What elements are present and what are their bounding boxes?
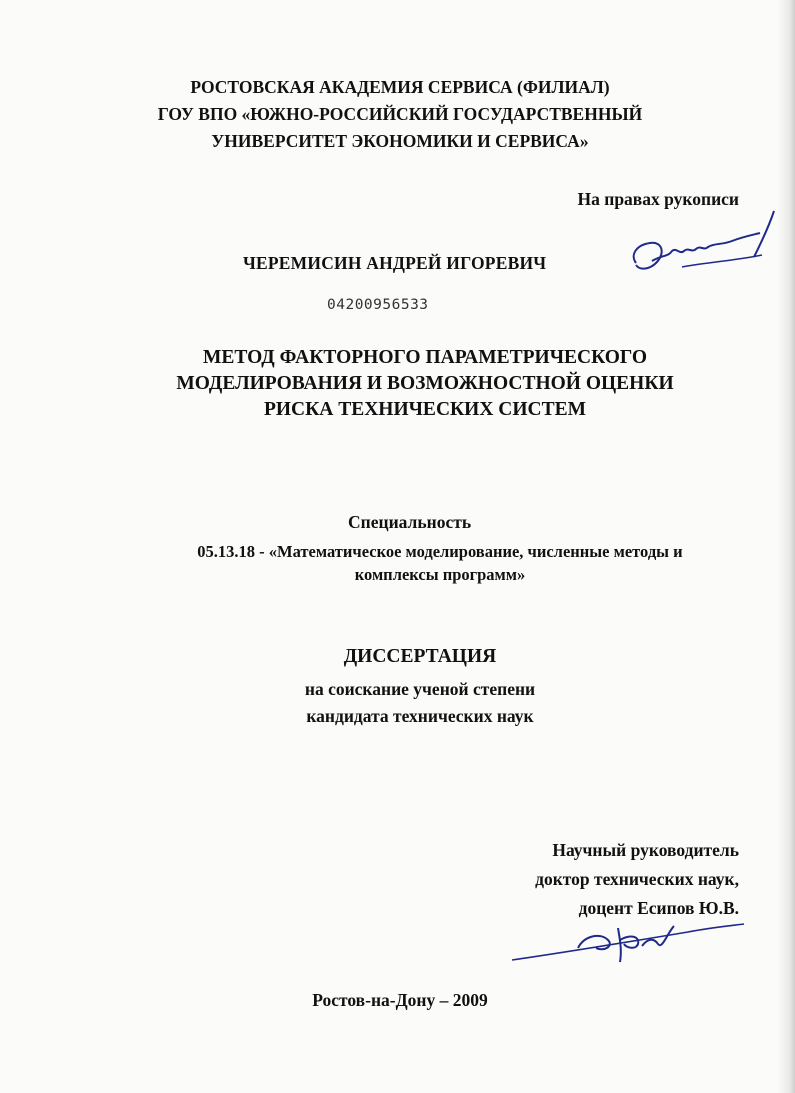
dissertation-heading: ДИССЕРТАЦИЯ: [343, 646, 497, 667]
stamp-number: 04200956533: [327, 297, 429, 313]
degree-line-2: кандидата технических наук: [306, 706, 534, 726]
manuscript-rights: На правах рукописи: [577, 189, 739, 209]
institution-line-1: РОСТОВСКАЯ АКАДЕМИЯ СЕРВИСА (ФИЛИАЛ): [190, 77, 610, 97]
specialty-line-2: комплексы программ»: [354, 565, 526, 584]
institution-line-2: ГОУ ВПО «ЮЖНО-РОССИЙСКИЙ ГОСУДАРСТВЕННЫЙ: [157, 104, 643, 124]
author-name: ЧЕРЕМИСИН АНДРЕЙ ИГОРЕВИЧ: [243, 253, 547, 273]
degree-line-1: на соискание ученой степени: [304, 679, 536, 699]
supervisor-signature-icon: [508, 918, 748, 968]
institution-line-3: УНИВЕРСИТЕТ ЭКОНОМИКИ И СЕРВИСА»: [211, 131, 589, 151]
dissertation-title: [100, 345, 750, 423]
title-line-3: РИСКА ТЕХНИЧЕСКИХ СИСТЕМ: [263, 399, 587, 420]
specialty-text: [140, 540, 740, 586]
city-year: Ростов-на-Дону – 2009: [312, 990, 488, 1010]
degree-block: [120, 676, 720, 730]
supervisor-block: [535, 836, 739, 923]
supervisor-role: Научный руководитель: [552, 840, 739, 860]
title-line-2: МОДЕЛИРОВАНИЯ И ВОЗМОЖНОСТНОЙ ОЦЕНКИ: [176, 373, 674, 394]
specialty-heading: Специальность: [348, 512, 472, 532]
supervisor-degree: доктор технических наук,: [535, 869, 739, 889]
title-line-1: МЕТОД ФАКТОРНОГО ПАРАМЕТРИЧЕСКОГО: [202, 347, 648, 368]
supervisor-name: доцент Есипов Ю.В.: [578, 898, 739, 918]
institution-block: [120, 74, 680, 155]
author-signature-icon: [622, 205, 782, 285]
scan-edge-shadow: [777, 0, 795, 1093]
specialty-line-1: 05.13.18 - «Математическое моделирование, численные методы и: [197, 542, 683, 561]
